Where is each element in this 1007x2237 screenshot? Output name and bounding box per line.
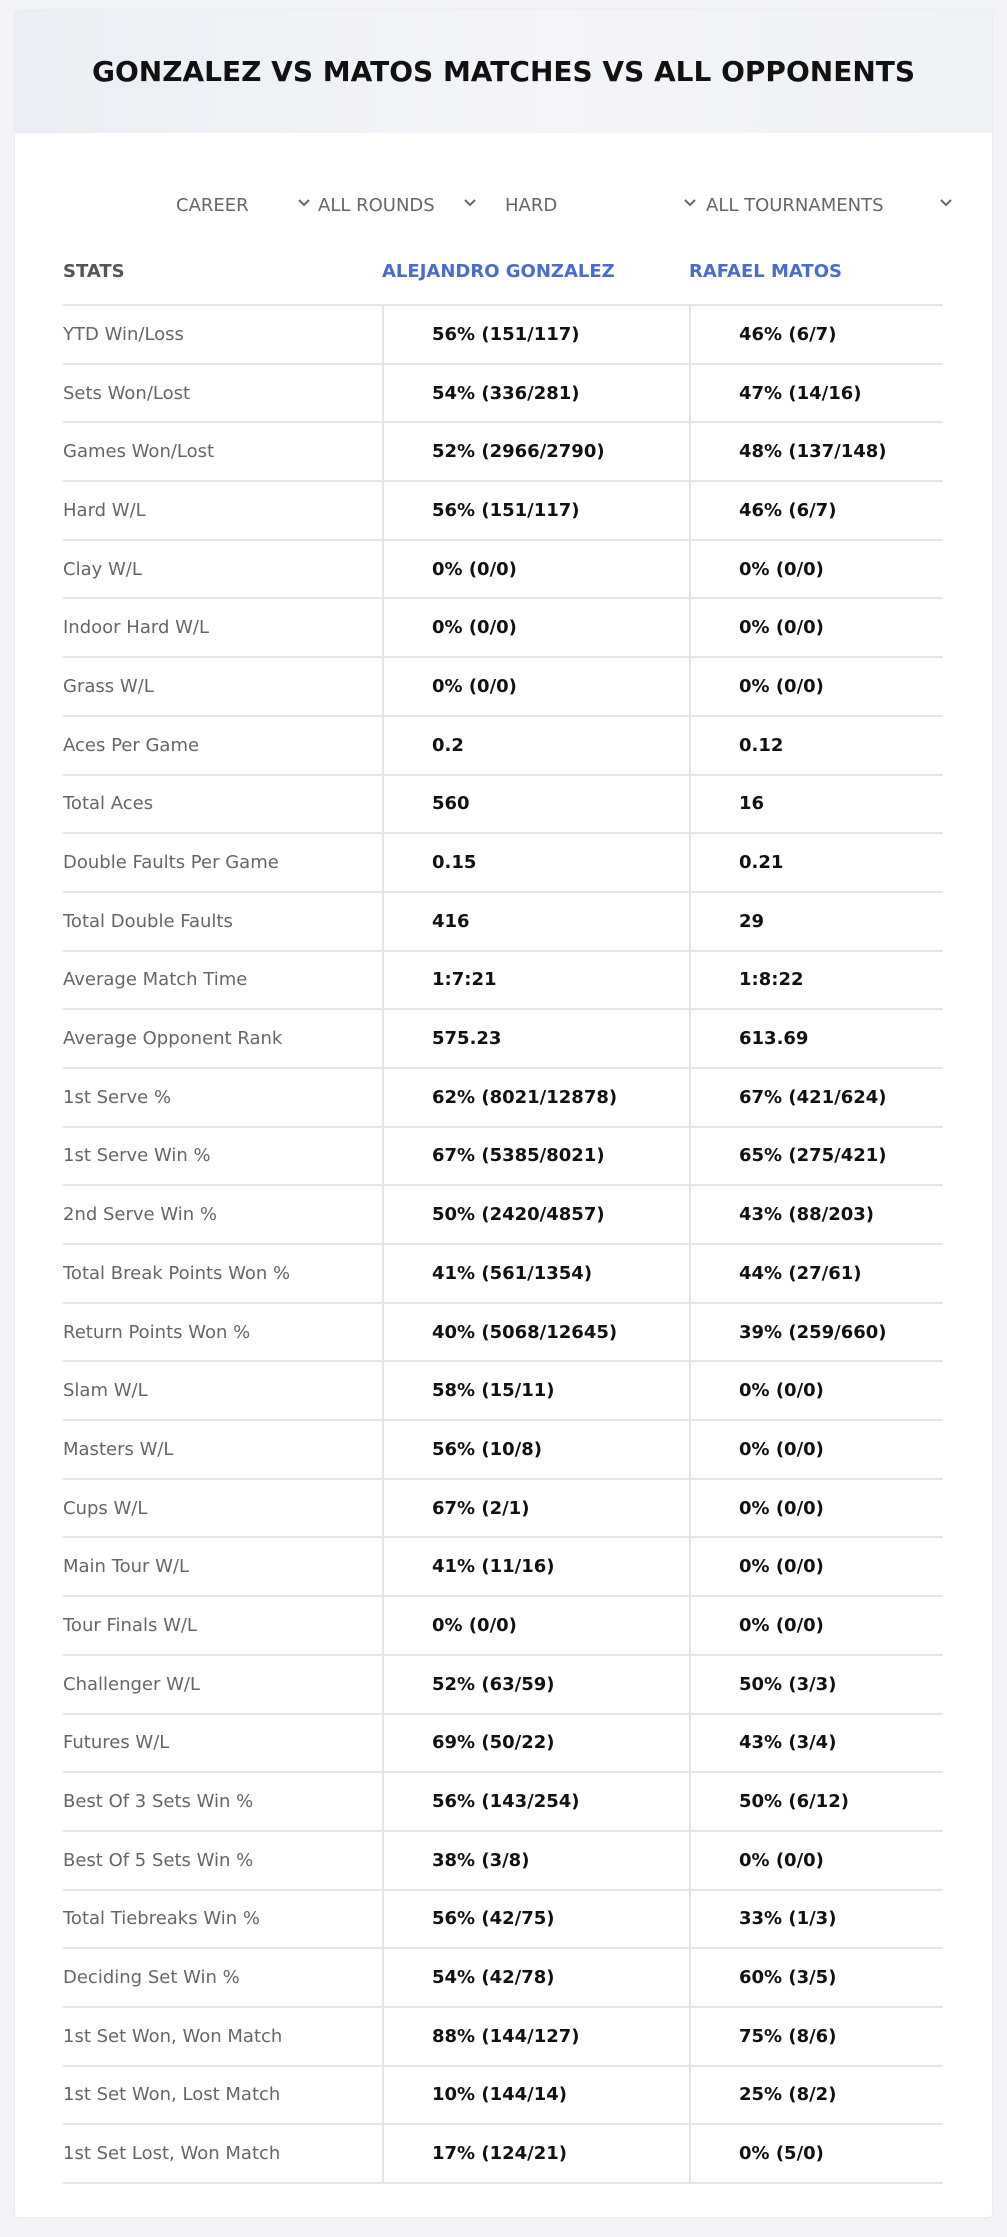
player2-value-cell: 16	[689, 776, 943, 833]
player2-value-cell: 0% (0/0)	[689, 599, 943, 656]
player2-value-cell: 0% (0/0)	[689, 1538, 943, 1595]
player1-value-cell: 0% (0/0)	[382, 658, 689, 715]
player1-value-cell: 40% (5068/12645)	[382, 1304, 689, 1361]
stat-name-cell: 1st Set Lost, Won Match	[63, 2143, 281, 2165]
player2-value-cell: 0% (0/0)	[689, 541, 943, 598]
stat-name-cell: 1st Set Won, Lost Match	[63, 2084, 281, 2106]
table-row	[63, 2067, 943, 2126]
table-row	[63, 1538, 943, 1597]
stat-name-cell: Futures W/L	[63, 1732, 170, 1754]
player2-value-cell: 75% (8/6)	[689, 2008, 943, 2065]
stat-name-cell: Cups W/L	[63, 1497, 148, 1519]
chevron-down-icon	[682, 195, 698, 211]
table-row	[63, 1891, 943, 1950]
page-title: GONZALEZ VS MATOS MATCHES VS ALL OPPONENTS	[91, 55, 916, 88]
stat-name-cell: Best Of 3 Sets Win %	[63, 1791, 254, 1813]
player1-value-cell: 69% (50/22)	[382, 1715, 689, 1772]
player2-value-cell: 65% (275/421)	[689, 1128, 943, 1185]
player1-value-cell: 56% (10/8)	[382, 1421, 689, 1478]
stat-name-cell: Total Break Points Won %	[63, 1262, 291, 1284]
stat-name-cell: Indoor Hard W/L	[63, 617, 209, 639]
player1-value-cell: 52% (63/59)	[382, 1656, 689, 1713]
table-row	[63, 1069, 943, 1128]
player2-value-cell: 33% (1/3)	[689, 1891, 943, 1948]
table-row	[63, 834, 943, 893]
player1-value-cell: 56% (151/117)	[382, 482, 689, 539]
player1-column-header[interactable]: ALEJANDRO GONZALEZ	[382, 260, 615, 282]
stat-name-cell: Average Match Time	[63, 969, 248, 991]
player1-value-cell: 50% (2420/4857)	[382, 1186, 689, 1243]
player1-value-cell: 58% (15/11)	[382, 1362, 689, 1419]
table-row	[63, 1597, 943, 1656]
player1-value-cell: 17% (124/21)	[382, 2125, 689, 2182]
player2-value-cell: 25% (8/2)	[689, 2067, 943, 2124]
chevron-down-icon	[462, 195, 478, 211]
player2-column-header[interactable]: RAFAEL MATOS	[689, 260, 842, 282]
stat-name-cell: Total Double Faults	[63, 910, 233, 932]
surface-filter-select[interactable]	[505, 178, 700, 232]
chevron-down-icon	[296, 195, 312, 211]
player1-value-cell: 0% (0/0)	[382, 541, 689, 598]
table-row	[63, 1480, 943, 1539]
table-row	[63, 776, 943, 835]
player1-value-cell: 54% (42/78)	[382, 1949, 689, 2006]
table-row	[63, 1010, 943, 1069]
player1-value-cell: 1:7:21	[382, 952, 689, 1009]
stat-name-cell: Hard W/L	[63, 499, 146, 521]
player1-value-cell: 560	[382, 776, 689, 833]
period-filter-label: CAREER	[176, 194, 249, 216]
table-row	[63, 482, 943, 541]
stat-name-cell: Challenger W/L	[63, 1673, 201, 1695]
filter-bar	[15, 178, 992, 232]
player2-value-cell: 1:8:22	[689, 952, 943, 1009]
table-row	[63, 1715, 943, 1774]
stats-table	[63, 304, 943, 2184]
player2-value-cell: 39% (259/660)	[689, 1304, 943, 1361]
stats-card	[15, 10, 992, 2217]
table-row	[63, 1186, 943, 1245]
table-row	[63, 1773, 943, 1832]
table-row	[63, 1245, 943, 1304]
player1-value-cell: 52% (2966/2790)	[382, 423, 689, 480]
stat-name-cell: Sets Won/Lost	[63, 382, 191, 404]
player2-value-cell: 0% (0/0)	[689, 658, 943, 715]
stat-name-cell: Games Won/Lost	[63, 441, 215, 463]
stat-name-cell: Aces Per Game	[63, 734, 200, 756]
stat-name-cell: Main Tour W/L	[63, 1556, 190, 1578]
tournament-filter-select[interactable]	[706, 178, 956, 232]
stat-name-cell: 2nd Serve Win %	[63, 1204, 217, 1226]
stats-column-header: STATS	[63, 260, 125, 282]
stat-name-cell: 1st Serve %	[63, 1086, 172, 1108]
player1-value-cell: 41% (11/16)	[382, 1538, 689, 1595]
player2-value-cell: 67% (421/624)	[689, 1069, 943, 1126]
round-filter-select[interactable]	[318, 178, 478, 232]
player1-value-cell: 67% (5385/8021)	[382, 1128, 689, 1185]
stat-name-cell: 1st Set Won, Won Match	[63, 2025, 283, 2047]
stat-name-cell: Return Points Won %	[63, 1321, 251, 1343]
player2-value-cell: 0% (0/0)	[689, 1480, 943, 1537]
player2-value-cell: 0% (0/0)	[689, 1421, 943, 1478]
surface-filter-label: HARD	[505, 194, 558, 216]
stat-name-cell: Masters W/L	[63, 1438, 174, 1460]
player2-value-cell: 0% (0/0)	[689, 1832, 943, 1889]
player2-value-cell: 0% (0/0)	[689, 1362, 943, 1419]
page-header	[15, 10, 992, 133]
round-filter-label: ALL ROUNDS	[318, 194, 435, 216]
table-row	[63, 1832, 943, 1891]
table-row	[63, 365, 943, 424]
player1-value-cell: 54% (336/281)	[382, 365, 689, 422]
stat-name-cell: Deciding Set Win %	[63, 1967, 240, 1989]
player2-value-cell: 0% (0/0)	[689, 1597, 943, 1654]
table-row	[63, 658, 943, 717]
player2-value-cell: 0.21	[689, 834, 943, 891]
player2-value-cell: 46% (6/7)	[689, 306, 943, 363]
table-row	[63, 423, 943, 482]
stat-name-cell: YTD Win/Loss	[63, 323, 184, 345]
player1-value-cell: 38% (3/8)	[382, 1832, 689, 1889]
stat-name-cell: Total Aces	[63, 793, 154, 815]
player2-value-cell: 43% (3/4)	[689, 1715, 943, 1772]
player2-value-cell: 43% (88/203)	[689, 1186, 943, 1243]
player1-value-cell: 41% (561/1354)	[382, 1245, 689, 1302]
stat-name-cell: Double Faults Per Game	[63, 852, 279, 874]
player1-value-cell: 0.15	[382, 834, 689, 891]
player2-value-cell: 44% (27/61)	[689, 1245, 943, 1302]
player1-value-cell: 575.23	[382, 1010, 689, 1067]
table-row	[63, 1304, 943, 1363]
period-filter-select[interactable]	[176, 178, 312, 232]
chevron-down-icon	[938, 195, 954, 211]
player1-value-cell: 0.2	[382, 717, 689, 774]
table-row	[63, 717, 943, 776]
table-row	[63, 1949, 943, 2008]
table-row	[63, 893, 943, 952]
player1-value-cell: 10% (144/14)	[382, 2067, 689, 2124]
table-row	[63, 306, 943, 365]
player2-value-cell: 0.12	[689, 717, 943, 774]
player2-value-cell: 50% (6/12)	[689, 1773, 943, 1830]
player2-value-cell: 613.69	[689, 1010, 943, 1067]
player1-value-cell: 0% (0/0)	[382, 599, 689, 656]
stat-name-cell: Total Tiebreaks Win %	[63, 1908, 260, 1930]
player2-value-cell: 29	[689, 893, 943, 950]
table-row	[63, 541, 943, 600]
player2-value-cell: 47% (14/16)	[689, 365, 943, 422]
table-row	[63, 1656, 943, 1715]
stat-name-cell: Average Opponent Rank	[63, 1028, 283, 1050]
table-row	[63, 1362, 943, 1421]
stat-name-cell: Clay W/L	[63, 558, 142, 580]
table-row	[63, 599, 943, 658]
player2-value-cell: 60% (3/5)	[689, 1949, 943, 2006]
player1-value-cell: 56% (143/254)	[382, 1773, 689, 1830]
stat-name-cell: 1st Serve Win %	[63, 1145, 211, 1167]
player1-value-cell: 416	[382, 893, 689, 950]
table-row	[63, 952, 943, 1011]
player1-value-cell: 88% (144/127)	[382, 2008, 689, 2065]
player2-value-cell: 0% (5/0)	[689, 2125, 943, 2182]
stat-name-cell: Grass W/L	[63, 675, 154, 697]
player1-value-cell: 0% (0/0)	[382, 1597, 689, 1654]
player2-value-cell: 46% (6/7)	[689, 482, 943, 539]
player1-value-cell: 56% (42/75)	[382, 1891, 689, 1948]
table-row	[63, 2125, 943, 2184]
stat-name-cell: Best Of 5 Sets Win %	[63, 1849, 254, 1871]
player1-value-cell: 56% (151/117)	[382, 306, 689, 363]
table-row	[63, 2008, 943, 2067]
tournament-filter-label: ALL TOURNAMENTS	[706, 194, 884, 216]
stat-name-cell: Slam W/L	[63, 1380, 148, 1402]
table-row	[63, 1128, 943, 1187]
table-row	[63, 1421, 943, 1480]
player1-value-cell: 67% (2/1)	[382, 1480, 689, 1537]
player1-value-cell: 62% (8021/12878)	[382, 1069, 689, 1126]
player2-value-cell: 50% (3/3)	[689, 1656, 943, 1713]
stat-name-cell: Tour Finals W/L	[63, 1614, 197, 1636]
player2-value-cell: 48% (137/148)	[689, 423, 943, 480]
